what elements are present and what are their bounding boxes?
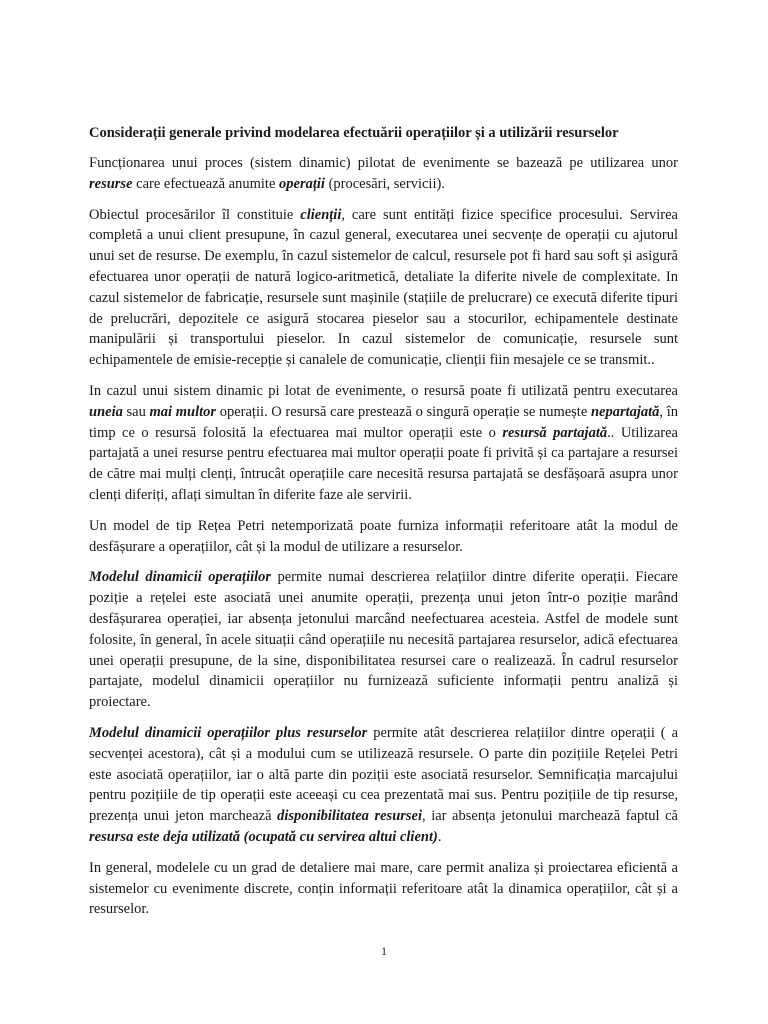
document-title: Considerații generale privind modelarea efectuării operațiilor și a utilizării resurselor [89,125,619,141]
emphasized-text: resursa este deja utilizată (ocupată cu servirea altui client) [89,828,438,845]
paragraph-text: Obiectul procesărilor îl constituie [89,206,301,223]
paragraph-text: Un model de tip Rețea Petri netemporizată poate furniza informații referitoare atât la modul de desfășurare a operațiilor, cât și la modul de utilizare a resurselor. [89,517,678,555]
paragraph-text: (procesări, servicii). [324,175,445,192]
emphasized-text: clienții [300,206,342,223]
emphasized-text: operații [279,175,325,192]
paragraph [89,153,678,195]
paragraph-text: , iar absența jetonului marchează faptul că [422,808,678,825]
emphasized-text: disponibilitatea resursei [277,808,423,825]
paragraph-text: , care sunt entități fizice specifice procesului. Servirea completă a unui client presupune, în cazul general, executarea unei secvențe de operații cu ajutorul unui set de resurse. De exemplu, în cazul sistemelor de calcul, resursele pot fi hard sau soft și asigură efectuarea unor operații de natură logico-aritmetică, detaliate la diferite nivele de complexitate. In cazul sistemelor de fabricație, resursele sunt mașinile (stațiile de prelucrare) ce execută diferite tipuri de prelucrări, depozitele ce asigură stocarea pieselor sau a stocurilor, echipamentele destinate manipulării și transportului pieselor. In cazul sistemelor de comunicație, resursele sunt echipamentele de emisie-recepție și canalele de comunicație, clienții fiin mesajele ce se transmit.. [89,206,678,369]
paragraph [89,567,678,713]
emphasized-text: nepartajată [590,403,660,420]
paragraph-text: . [437,828,442,845]
paragraph-text: sau [122,403,150,420]
emphasized-text: resurse [89,175,133,192]
paragraph [89,858,678,920]
paragraph-text: In cazul unui sistem dinamic pi lotat de evenimente, o resursă poate fi utilizată pentru executarea [89,382,678,399]
emphasized-text: Modelul dinamicii operațiilor [89,569,272,586]
paragraph-text: care efectuează anumite [132,175,280,192]
paragraph-text: , în timp ce o resursă folosită la efectuarea mai multor operații este o [89,403,678,441]
paragraph [89,381,678,506]
paragraph-text: permite atât descrierea relațiilor dintre operații ( a secvenței acestora), cât și a modului cum se utilizează resursele. O parte din pozițiile Rețelei Petri este asociată operațiilor, iar o altă parte din poziții este asociată resurselor. Semnificația marcajului pentru pozițiile de tip operații este aceeași cu cea prezentată mai sus. Pentru pozițiile de tip resurse, prezența unui jeton marchează [89,724,679,825]
page-body [89,123,678,930]
paragraph-text: operații. O resursă care prestează o singură operație se numește [216,403,591,420]
paragraph-text: .. Utilizarea partajată a unei resurse pentru efectuarea mai multor operații poate fi privită și ca partajare a resursei de către mai mulți clenți, întrucât operațiile care necesită resursa partajată se desfășoară asupra unor clenți diferiți, aflați simultan în diferite faze ale servirii. [89,424,678,503]
paragraph [89,723,678,848]
emphasized-text: uneia [89,403,123,420]
emphasized-text: mai multor [149,403,217,420]
paragraph-text: permite numai descrierea relațiilor dintre diferite operații. Fiecare poziție a rețelei este asociată unei anumite operații, prezența unui jeton într-o poziție marând desfășurarea operației, iar absența jetonului marcând neefectuarea acesteia. Astfel de modele sunt folosite, în general, în acele situații când operațiile nu necesită partajarea resurselor, adică efectuarea unei operații presupune, de la sine, disponibilitatea resursei care o realizează. În cadrul resurselor partajate, modelul dinamicii operațiilor nu furnizează suficiente informații pentru analiză și proiectare. [89,569,678,711]
page-number: 1 [381,944,387,958]
emphasized-text: resursă partajată [502,424,608,441]
paragraph [89,516,678,558]
paragraph [89,205,678,371]
paragraph-text: In general, modelele cu un grad de detaliere mai mare, care permit analiza și proiectarea eficientă a sistemelor cu evenimente discrete, conțin informații referitoare atât la dinamica operațiilor, cât și a resurselor. [89,859,678,918]
emphasized-text: Modelul dinamicii operațiilor plus resurselor [89,724,368,741]
paragraph-text: Funcționarea unui proces (sistem dinamic) pilotat de evenimente se bazează pe utilizarea unor [89,155,678,171]
